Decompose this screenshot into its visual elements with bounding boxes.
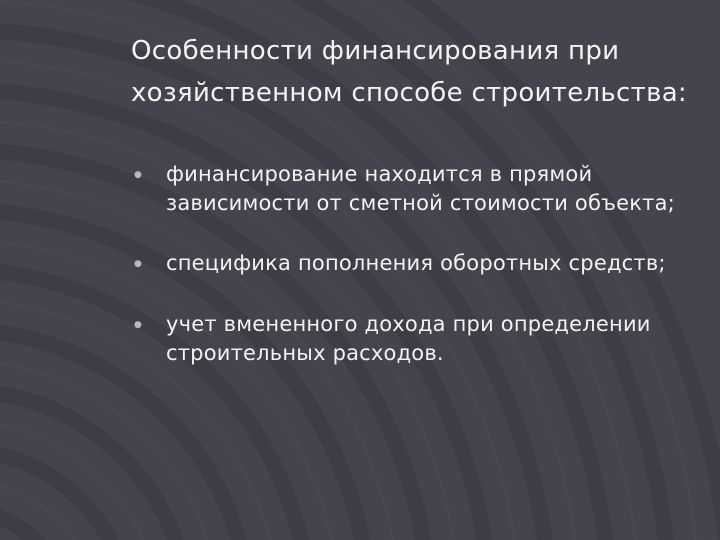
round-bullet-icon: ●: [134, 259, 142, 269]
list-item: [134, 160, 714, 218]
bullet-list: [134, 160, 714, 399]
list-item: [134, 249, 714, 279]
bullet-text: финансирование находится в прямой зависимости от сметной стоимости объекта;: [166, 162, 675, 215]
bullet-text: учет вмененного дохода при определении строительных расходов.: [166, 312, 651, 365]
bullet-text: специфика пополнения оборотных средств;: [166, 251, 666, 275]
list-item: [134, 310, 714, 368]
round-bullet-icon: ●: [134, 170, 142, 180]
slide-title: Особенности финансирования при хозяйственном способе строительства:: [131, 36, 687, 108]
round-bullet-icon: ●: [134, 320, 142, 330]
